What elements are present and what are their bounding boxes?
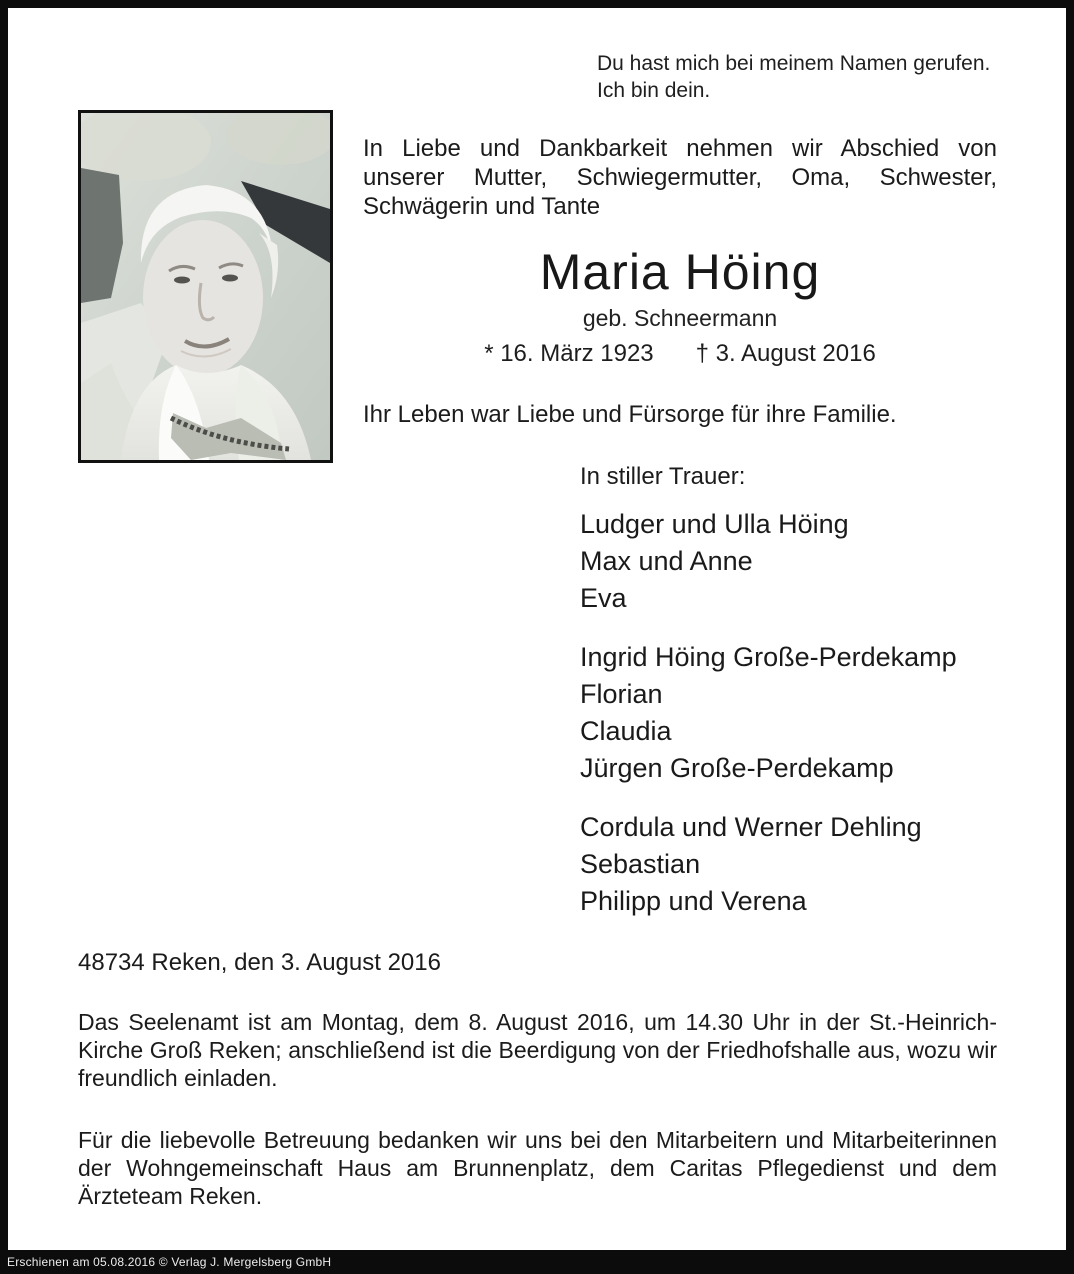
mourner-name: Ludger und Ulla Höing — [580, 509, 849, 539]
deceased-birth-name: geb. Schneermann — [582, 305, 778, 331]
death-date: † 3. August 2016 — [695, 340, 876, 367]
intro-paragraph: In Liebe und Dankbarkeit nehmen wir Abschied von unserer Mutter, Schwiegermutter, Oma, Schwester, Schwägerin und Tante — [363, 135, 997, 220]
mourner-group — [580, 639, 1020, 787]
portrait-photo — [78, 110, 333, 463]
birth-date: * 16. März 1923 — [484, 340, 654, 367]
mourner-group — [580, 809, 1020, 920]
opening-quote — [597, 50, 990, 104]
mourner-name: Cordula und Werner Dehling — [580, 812, 922, 842]
mourner-group — [580, 506, 1020, 617]
deceased-name: Maria Höing — [539, 244, 821, 300]
mourner-name: Claudia — [580, 716, 672, 746]
quote-line-1: Du hast mich bei meinem Namen gerufen. — [597, 52, 991, 75]
thanks-paragraph: Für die liebevolle Betreuung bedanken wir uns bei den Mitarbeitern und Mitarbeiterinnen der Wohngemeinschaft Haus am Brunnenplatz, dem Caritas Pflegedienst und dem Ärzteteam Reken. — [78, 1127, 997, 1209]
mourning-heading: In stiller Trauer: — [580, 463, 746, 490]
mourner-name: Sebastian — [580, 849, 701, 879]
publisher-imprint-bar — [0, 1250, 1074, 1274]
mourner-name: Ingrid Höing Große-Perdekamp — [580, 642, 957, 672]
mourner-name: Jürgen Große-Perdekamp — [580, 753, 894, 783]
mourner-name: Philipp und Verena — [580, 886, 807, 916]
life-dates — [363, 340, 997, 368]
deceased-block — [363, 244, 997, 368]
place-and-date-line: 48734 Reken, den 3. August 2016 — [78, 949, 441, 976]
mourner-name: Eva — [580, 583, 627, 613]
mourner-name: Florian — [580, 679, 663, 709]
tribute-line: Ihr Leben war Liebe und Fürsorge für ihre Familie. — [363, 401, 897, 428]
portrait-photo-graphic — [81, 113, 330, 460]
quote-line-2: Ich bin dein. — [597, 79, 711, 102]
mourner-name: Max und Anne — [580, 546, 753, 576]
mourners-list — [580, 506, 1020, 942]
publisher-imprint-text: Erschienen am 05.08.2016 © Verlag J. Mergelsberg GmbH — [7, 1255, 332, 1269]
service-info-paragraph: Das Seelenamt ist am Montag, dem 8. August 2016, um 14.30 Uhr in der St.-Heinrich-Kirche Groß Reken; anschließend ist die Beerdigung von der Friedhofshalle aus, wozu wir freundlich einladen. — [78, 1009, 997, 1091]
